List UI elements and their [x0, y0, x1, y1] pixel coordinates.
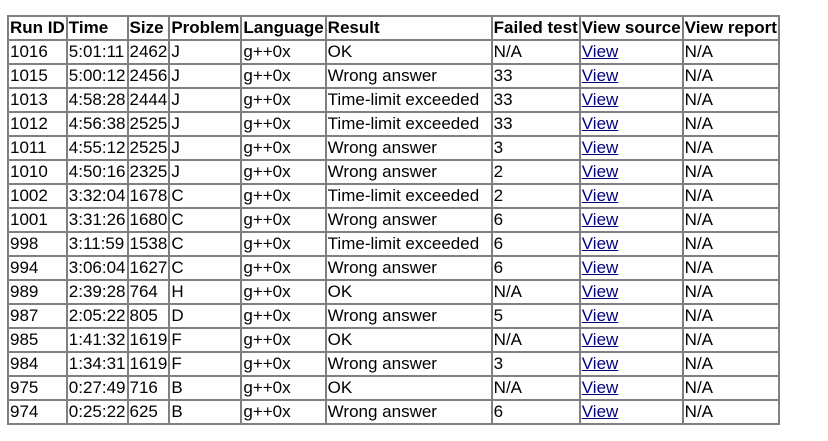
- cell-problem: J: [169, 112, 241, 136]
- cell-failed-test: 6: [492, 256, 580, 280]
- cell-run-id: 1010: [8, 160, 67, 184]
- cell-result: Wrong answer: [326, 136, 492, 160]
- cell-view-source: [580, 400, 683, 424]
- table-row: [8, 304, 779, 328]
- cell-view-report: N/A: [683, 376, 779, 400]
- col-header-size: Size: [128, 16, 170, 40]
- cell-problem: H: [169, 280, 241, 304]
- view-source-link[interactable]: View: [581, 330, 619, 349]
- cell-size: 2456: [128, 64, 170, 88]
- cell-run-id: 998: [8, 232, 67, 256]
- table-row: [8, 160, 779, 184]
- cell-time: 2:39:28: [67, 280, 128, 304]
- cell-time: 3:32:04: [67, 184, 128, 208]
- cell-failed-test: 3: [492, 136, 580, 160]
- cell-problem: J: [169, 88, 241, 112]
- cell-run-id: 1001: [8, 208, 67, 232]
- cell-run-id: 984: [8, 352, 67, 376]
- table-row: [8, 88, 779, 112]
- cell-language: g++0x: [241, 160, 325, 184]
- col-header-failed-test: Failed test: [492, 16, 580, 40]
- cell-size: 1627: [128, 256, 170, 280]
- cell-view-report: N/A: [683, 280, 779, 304]
- cell-failed-test: 6: [492, 400, 580, 424]
- cell-view-report: N/A: [683, 184, 779, 208]
- cell-language: g++0x: [241, 304, 325, 328]
- view-source-link[interactable]: View: [581, 138, 619, 157]
- view-source-link[interactable]: View: [581, 282, 619, 301]
- cell-problem: F: [169, 328, 241, 352]
- cell-failed-test: N/A: [492, 40, 580, 64]
- cell-problem: J: [169, 136, 241, 160]
- view-source-link[interactable]: View: [581, 42, 619, 61]
- cell-view-source: [580, 64, 683, 88]
- cell-view-source: [580, 160, 683, 184]
- cell-time: 2:05:22: [67, 304, 128, 328]
- cell-result: OK: [326, 328, 492, 352]
- cell-result: Time-limit exceeded: [326, 112, 492, 136]
- cell-run-id: 974: [8, 400, 67, 424]
- col-header-language: Language: [241, 16, 325, 40]
- cell-result: OK: [326, 376, 492, 400]
- cell-view-source: [580, 136, 683, 160]
- table-row: [8, 184, 779, 208]
- cell-time: 4:55:12: [67, 136, 128, 160]
- cell-run-id: 987: [8, 304, 67, 328]
- cell-result: Wrong answer: [326, 352, 492, 376]
- table-row: [8, 64, 779, 88]
- cell-failed-test: 2: [492, 160, 580, 184]
- cell-problem: C: [169, 208, 241, 232]
- cell-failed-test: 33: [492, 112, 580, 136]
- cell-size: 625: [128, 400, 170, 424]
- cell-view-source: [580, 256, 683, 280]
- cell-view-source: [580, 184, 683, 208]
- cell-run-id: 1011: [8, 136, 67, 160]
- cell-result: Wrong answer: [326, 400, 492, 424]
- cell-run-id: 989: [8, 280, 67, 304]
- table-row: [8, 256, 779, 280]
- view-source-link[interactable]: View: [581, 186, 619, 205]
- cell-view-report: N/A: [683, 88, 779, 112]
- cell-size: 1538: [128, 232, 170, 256]
- cell-language: g++0x: [241, 208, 325, 232]
- cell-result: Wrong answer: [326, 160, 492, 184]
- cell-view-source: [580, 304, 683, 328]
- header-row: [8, 16, 779, 40]
- table-row: [8, 352, 779, 376]
- cell-language: g++0x: [241, 112, 325, 136]
- cell-size: 716: [128, 376, 170, 400]
- view-source-link[interactable]: View: [581, 402, 619, 421]
- cell-view-source: [580, 112, 683, 136]
- cell-language: g++0x: [241, 280, 325, 304]
- cell-language: g++0x: [241, 64, 325, 88]
- col-header-view-source: View source: [580, 16, 683, 40]
- cell-failed-test: 3: [492, 352, 580, 376]
- cell-language: g++0x: [241, 376, 325, 400]
- table-row: [8, 232, 779, 256]
- view-source-link[interactable]: View: [581, 162, 619, 181]
- view-source-link[interactable]: View: [581, 354, 619, 373]
- cell-time: 3:31:26: [67, 208, 128, 232]
- table-row: [8, 40, 779, 64]
- cell-result: Time-limit exceeded: [326, 232, 492, 256]
- cell-view-report: N/A: [683, 256, 779, 280]
- cell-time: 4:58:28: [67, 88, 128, 112]
- cell-size: 1678: [128, 184, 170, 208]
- cell-result: Wrong answer: [326, 64, 492, 88]
- cell-language: g++0x: [241, 136, 325, 160]
- cell-time: 4:56:38: [67, 112, 128, 136]
- cell-run-id: 1012: [8, 112, 67, 136]
- cell-run-id: 975: [8, 376, 67, 400]
- cell-view-source: [580, 376, 683, 400]
- cell-view-report: N/A: [683, 400, 779, 424]
- cell-view-source: [580, 352, 683, 376]
- view-source-link[interactable]: View: [581, 210, 619, 229]
- cell-language: g++0x: [241, 40, 325, 64]
- cell-size: 2325: [128, 160, 170, 184]
- cell-size: 805: [128, 304, 170, 328]
- col-header-view-report: View report: [683, 16, 779, 40]
- cell-language: g++0x: [241, 328, 325, 352]
- cell-result: OK: [326, 280, 492, 304]
- cell-failed-test: N/A: [492, 280, 580, 304]
- cell-failed-test: 33: [492, 88, 580, 112]
- cell-view-report: N/A: [683, 64, 779, 88]
- col-header-run-id: Run ID: [8, 16, 67, 40]
- cell-problem: F: [169, 352, 241, 376]
- cell-run-id: 1013: [8, 88, 67, 112]
- cell-view-report: N/A: [683, 208, 779, 232]
- cell-run-id: 1002: [8, 184, 67, 208]
- cell-size: 1680: [128, 208, 170, 232]
- cell-run-id: 994: [8, 256, 67, 280]
- cell-view-report: N/A: [683, 352, 779, 376]
- cell-view-report: N/A: [683, 112, 779, 136]
- cell-problem: J: [169, 160, 241, 184]
- cell-size: 764: [128, 280, 170, 304]
- cell-result: Wrong answer: [326, 304, 492, 328]
- cell-run-id: 1016: [8, 40, 67, 64]
- cell-language: g++0x: [241, 400, 325, 424]
- table-header: [8, 16, 779, 40]
- cell-time: 3:11:59: [67, 232, 128, 256]
- cell-view-source: [580, 40, 683, 64]
- cell-language: g++0x: [241, 256, 325, 280]
- cell-view-source: [580, 88, 683, 112]
- table-row: [8, 208, 779, 232]
- cell-result: Time-limit exceeded: [326, 184, 492, 208]
- table-row: [8, 280, 779, 304]
- cell-view-source: [580, 232, 683, 256]
- table-row: [8, 400, 779, 424]
- cell-run-id: 985: [8, 328, 67, 352]
- cell-run-id: 1015: [8, 64, 67, 88]
- view-source-link[interactable]: View: [581, 114, 619, 133]
- cell-language: g++0x: [241, 232, 325, 256]
- cell-size: 2444: [128, 88, 170, 112]
- col-header-problem: Problem: [169, 16, 241, 40]
- cell-failed-test: N/A: [492, 328, 580, 352]
- cell-view-report: N/A: [683, 304, 779, 328]
- cell-time: 0:27:49: [67, 376, 128, 400]
- cell-failed-test: 2: [492, 184, 580, 208]
- cell-size: 2525: [128, 112, 170, 136]
- view-source-link[interactable]: View: [581, 66, 619, 85]
- cell-problem: C: [169, 256, 241, 280]
- cell-problem: D: [169, 304, 241, 328]
- cell-problem: B: [169, 376, 241, 400]
- cell-failed-test: 33: [492, 64, 580, 88]
- table-row: [8, 328, 779, 352]
- cell-failed-test: 6: [492, 232, 580, 256]
- cell-problem: C: [169, 232, 241, 256]
- cell-time: 1:41:32: [67, 328, 128, 352]
- view-source-link[interactable]: View: [581, 378, 619, 397]
- cell-problem: J: [169, 40, 241, 64]
- table-row: [8, 376, 779, 400]
- cell-size: 1619: [128, 352, 170, 376]
- cell-result: OK: [326, 40, 492, 64]
- cell-size: 2462: [128, 40, 170, 64]
- cell-language: g++0x: [241, 88, 325, 112]
- view-source-link[interactable]: View: [581, 306, 619, 325]
- cell-problem: J: [169, 64, 241, 88]
- cell-view-report: N/A: [683, 160, 779, 184]
- cell-time: 3:06:04: [67, 256, 128, 280]
- cell-view-source: [580, 208, 683, 232]
- cell-time: 0:25:22: [67, 400, 128, 424]
- cell-result: Wrong answer: [326, 208, 492, 232]
- cell-view-report: N/A: [683, 40, 779, 64]
- cell-view-source: [580, 328, 683, 352]
- cell-language: g++0x: [241, 352, 325, 376]
- submissions-table: [7, 15, 780, 425]
- cell-time: 5:01:11: [67, 40, 128, 64]
- view-source-link[interactable]: View: [581, 258, 619, 277]
- view-source-link[interactable]: View: [581, 90, 619, 109]
- cell-result: Time-limit exceeded: [326, 88, 492, 112]
- table-row: [8, 112, 779, 136]
- cell-result: Wrong answer: [326, 256, 492, 280]
- cell-size: 2525: [128, 136, 170, 160]
- cell-problem: C: [169, 184, 241, 208]
- cell-time: 1:34:31: [67, 352, 128, 376]
- cell-time: 4:50:16: [67, 160, 128, 184]
- cell-time: 5:00:12: [67, 64, 128, 88]
- table-row: [8, 136, 779, 160]
- cell-view-source: [580, 280, 683, 304]
- view-source-link[interactable]: View: [581, 234, 619, 253]
- col-header-time: Time: [67, 16, 128, 40]
- cell-size: 1619: [128, 328, 170, 352]
- cell-failed-test: N/A: [492, 376, 580, 400]
- cell-view-report: N/A: [683, 232, 779, 256]
- table-body: [8, 40, 779, 424]
- cell-view-report: N/A: [683, 328, 779, 352]
- cell-failed-test: 6: [492, 208, 580, 232]
- col-header-result: Result: [326, 16, 492, 40]
- cell-language: g++0x: [241, 184, 325, 208]
- cell-failed-test: 5: [492, 304, 580, 328]
- cell-view-report: N/A: [683, 136, 779, 160]
- cell-problem: B: [169, 400, 241, 424]
